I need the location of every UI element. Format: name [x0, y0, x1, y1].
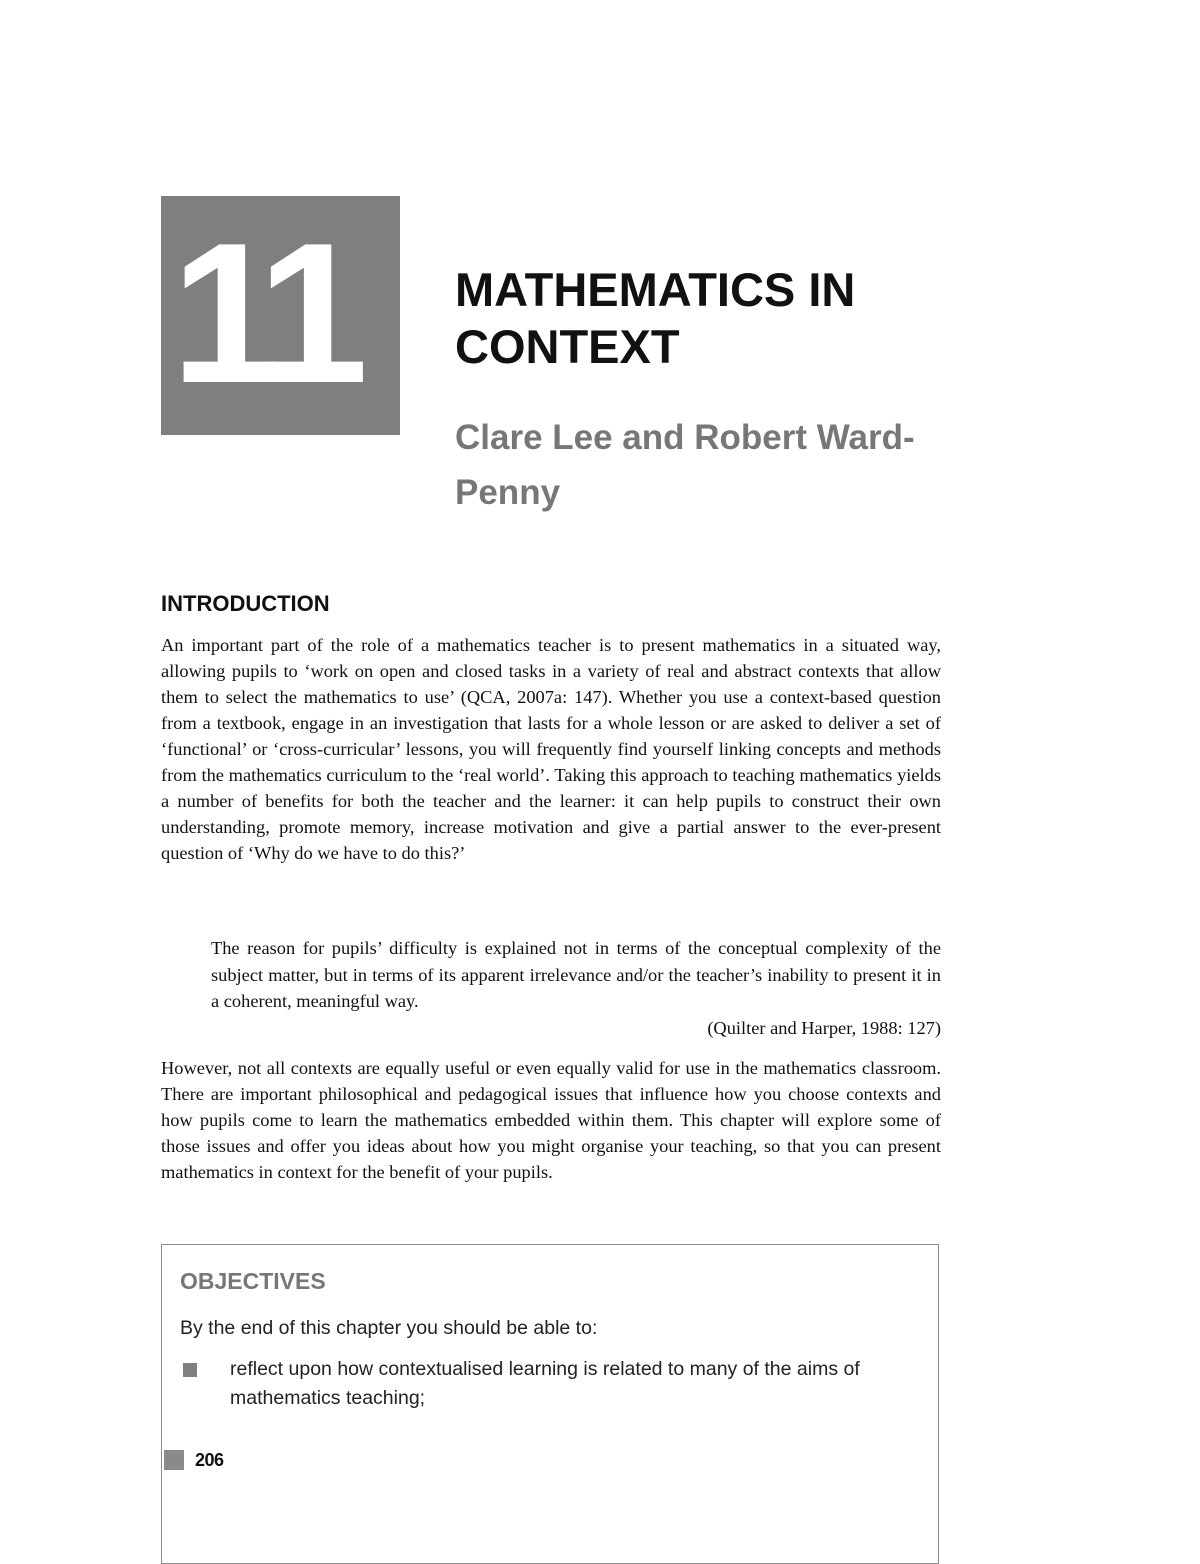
chapter-number-box [161, 196, 400, 435]
objective-item [180, 1355, 925, 1412]
introduction-paragraph-1: An important part of the role of a mathematics teacher is to present mathematics in a situated way, allowing pupils to ‘work on open and closed tasks in a variety of real and abstract contexts that allow them to select the mathematics to use’ (QCA, 2007a: 147). Whether you use a context-based question from a textbook, engage in an investigation that lasts for a whole lesson or are asked to deliver a set of ‘functional’ or ‘cross-curricular’ lessons, you will frequently find yourself linking concepts and methods from the mathematics curriculum to the ‘real world’. Taking this approach to teaching mathematics yields a number of benefits for both the teacher and the learner: it can help pupils to construct their own understanding, promote memory, increase motivation and give a partial answer to the ever-present question of ‘Why do we have to do this?’ [161, 635, 941, 863]
objectives-heading: OBJECTIVES [180, 1268, 326, 1294]
introduction-heading: INTRODUCTION [161, 591, 330, 616]
quote-citation: (Quilter and Harper, 1988: 127) [707, 1017, 941, 1038]
square-bullet-icon [183, 1363, 197, 1377]
page-number: 206 [195, 1450, 224, 1470]
objective-item-text: reflect upon how contextualised learning is related to many of the aims of mathematics teaching; [230, 1358, 860, 1409]
chapter-authors: Clare Lee and Robert Ward-Penny [455, 418, 915, 512]
block-quote [211, 935, 941, 1041]
quote-text: The reason for pupils’ difficulty is explained not in terms of the conceptual complexity of the subject matter, but in terms of its apparent irrelevance and/or the teacher’s inability to present it in a coherent, meaningful way. [211, 938, 941, 1011]
chapter-title: MATHEMATICS IN CONTEXT [455, 263, 856, 373]
objectives-list [180, 1355, 925, 1412]
objectives-intro: By the end of this chapter you should be able to: [180, 1317, 598, 1339]
chapter-number: 11 [171, 202, 355, 425]
page-marker-icon [164, 1450, 184, 1470]
introduction-paragraph-2: However, not all contexts are equally useful or even equally valid for use in the mathematics classroom. There are important philosophical and pedagogical issues that influence how you choose contexts and how pupils come to learn the mathematics embedded within them. This chapter will explore some of those issues and offer you ideas about how you might organise your teaching, so that you can present mathematics in context for the benefit of your pupils. [161, 1058, 941, 1182]
